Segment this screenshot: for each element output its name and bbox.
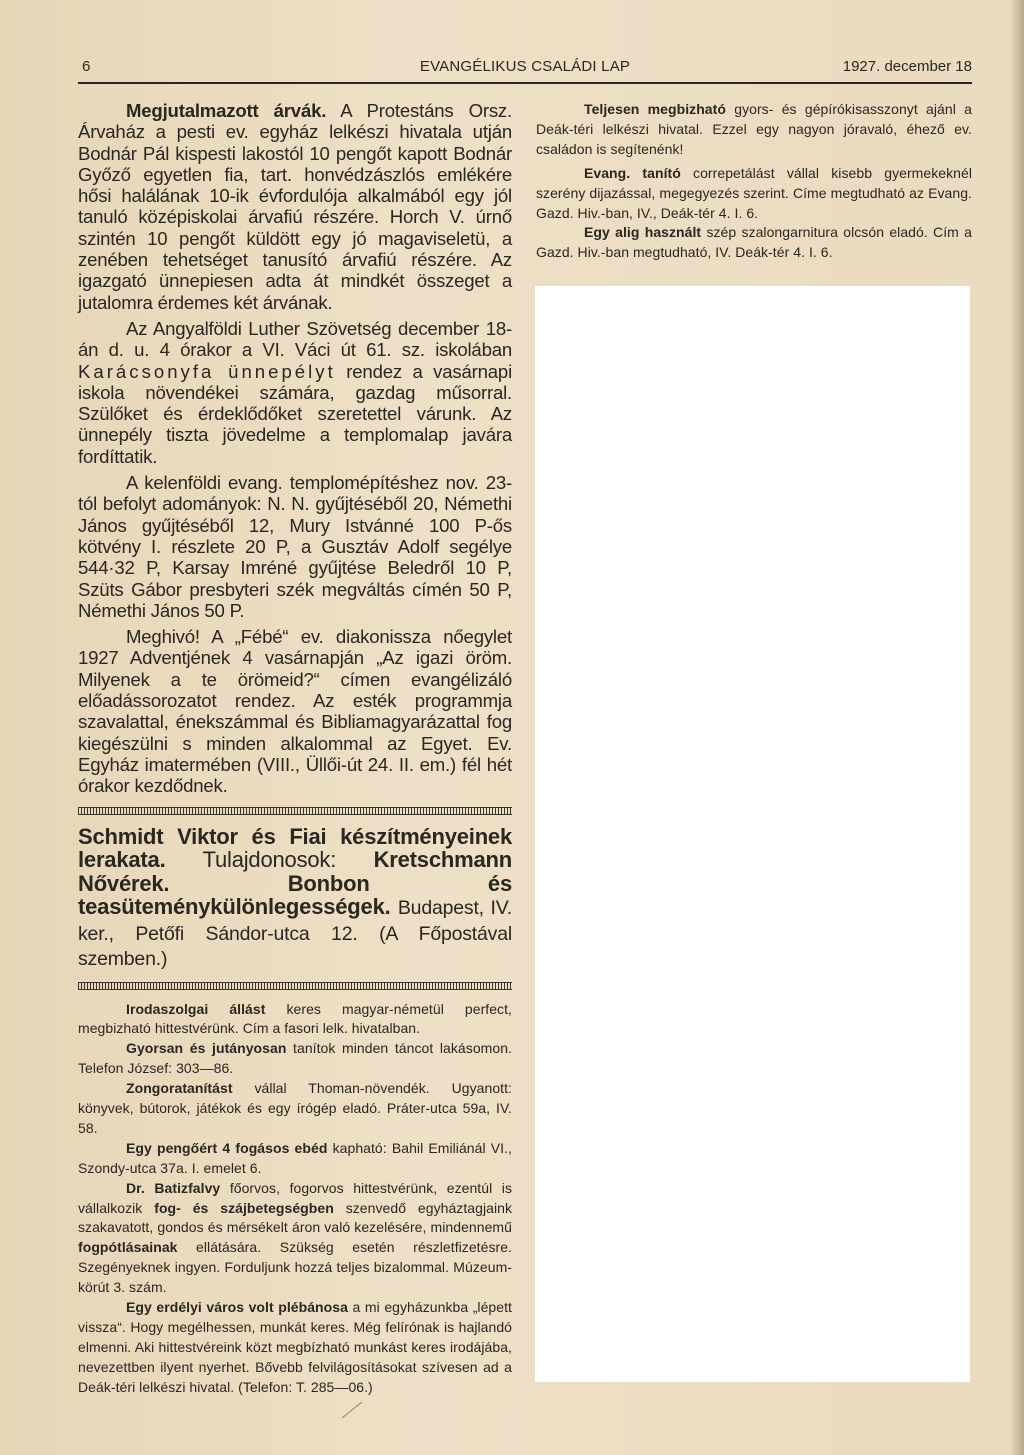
classified-lead: Evang. tanító: [584, 164, 681, 181]
ad-address: Budapest, IV. ker., Petőfi Sándor-utca 12. (A Főpostával szemben.): [78, 897, 512, 970]
issue-date: 1927. december 18: [842, 58, 972, 75]
article-text: nov. 23-tól befolyt adományok: N. N. gyűjtéséből 20, Némethi János gyűjtéséből 12, Mury Istvánné 100 P-ős kötvény I. részlete 20 P, a Gusztáv Adolf segélye 544·32 P, Karsay Imréné gyűjtése Beledről 10 P, Szüts Gábor presbyteri szék megváltás címén 50 P, Némethi János 50 P.: [78, 472, 512, 621]
classified-item: [78, 1000, 512, 1040]
article-text: rendez a vasárnapi iskola növendékei számára, gazdag műsorral. Szülőket és érdeklődőket szeretettel várunk. Az ünnepély tiszta jövedelme a templomalap javára fordíttatik.: [78, 360, 512, 467]
left-column: [78, 100, 512, 1398]
classified-text: szép szalongarnitura olcsón eladó. Cím a Gazd. Hiv.-ban megtudható, IV. Deák-tér 4. I. 6.: [536, 224, 972, 261]
publication-title: EVANGÉLIKUS CSALÁDI LAP: [419, 58, 631, 75]
page-header: [78, 58, 972, 84]
classified-text: vállal Thoman-növendék. Ugyanott: könyvek, bútorok, játékok és egy írógép eladó. Práter-utca 59a, IV. 58.: [78, 1080, 512, 1136]
article-church-building: [78, 472, 512, 621]
article-rewarded-orphans: [78, 100, 512, 313]
classified-text: keres magyar-németül perfect, megbizható hittestvérünk. Cím a fasori lelk. hivatalban.: [78, 1000, 512, 1037]
classified-item: [536, 100, 972, 160]
classified-lead: Egy erdélyi város volt plébánosa: [126, 1299, 348, 1316]
classified-lead: Dr. Batizfalvy: [126, 1179, 221, 1196]
advertisement-schmidt: [78, 825, 512, 972]
classified-text: tanítok minden táncot lakásomon. Telefon József: 303—86.: [78, 1040, 512, 1077]
article-lead: Meghivó!: [126, 626, 200, 648]
divider-band: [78, 982, 512, 990]
classified-item: [78, 1179, 512, 1298]
classified-text: kapható: Bahil Emiliánál VI., Szondy-utca 37a. I. emelet 6.: [78, 1139, 512, 1176]
classified-item: [536, 223, 972, 263]
article-lead: A kelenföldi evang. templomépítéshez: [126, 472, 439, 494]
blank-area: [535, 286, 970, 1382]
classified-lead: Irodaszolgai állást: [126, 1000, 266, 1017]
ad-bold-text: Schmidt Viktor és Fiai készítményeinek lerakata.: [78, 823, 512, 872]
article-lead: Megjutalmazott árvák.: [126, 100, 327, 121]
article-luther-association: [78, 318, 512, 467]
article-text: A „Fébé“ ev. diakonissza nőegylet 1927 Adventjének 4 vasárnapján „Az igazi öröm. Milyenek a te örömeid?“ címen evangélizáló előadássorozatot rendez. Az esték programmja szavalattal, énekszámmal és Bibliamagyarázattal fog kiegészülni s minden alkalommal az Egyet. Ev. Egyház imatermében (VIII., Üllői-út 24. II. em.) fél hét órakor kezdődnek.: [78, 626, 512, 797]
classified-item: [78, 1039, 512, 1079]
classifieds-list: [78, 1000, 512, 1398]
classified-item: [78, 1079, 512, 1139]
classified-text: correpetálást vállal kisebb gyermekeknél szerény dijazással, megegyezés szerint. Címe megtudható az Evang. Gazd. Hiv.-ban, IV., Deák-tér 4. I. 6.: [536, 164, 972, 221]
article-invitation: [78, 626, 512, 796]
page-number: 6: [82, 58, 91, 75]
article-text: december 18-án d. u. 4 órakor a VI. Váci út 61. sz. iskolában: [78, 317, 513, 361]
classified-text: főorvos, fogorvos hittestvérünk, ezentúl is vállalkozik: [78, 1179, 512, 1216]
classified-lead: Zongoratanítást: [126, 1080, 233, 1097]
classified-item: [78, 1298, 512, 1398]
article-text: A Protestáns Orsz. Árvaház a pesti ev. egyház lelkészi hivatala utján Bodnár Pál kispesti lakostól 10 pengőt kapott Bodnár Győző egyetlen fia, tart. honvédzászlós emlékére hősi halálának 10-ik évfordulója alkalmából egy jól tanuló középiskolai árvafiú részére. Horch V. úrnő szintén 10 pengőt küldött egy jó magaviseletü, a zenében tehetséget tanusító árvafiú részére. Az igazgató ünnepiesen adta át mindkét összeget a jutalomra érdemes két árvának.: [78, 100, 512, 313]
pencil-mark: [340, 1398, 364, 1422]
page-edge-shadow: [1010, 0, 1024, 1455]
classified-text: a mi egyházunkba „lépett vissza“. Hogy megélhessen, munkát keres. Még felírónak is hajlandó elmenni. Aki hittestvéreink közt megbízható munkást keres irodájába, nevezettben ilyent nyerhet. Bővebb felvilágosításokat szívesen ad a Deák-téri lelkészi hivatal. (Telefon: T. 285—06.): [78, 1299, 512, 1395]
right-column: [536, 100, 972, 263]
ad-bold-text: Kretschmann Nővérek. Bonbon és teasüteménykülönlegességek.: [78, 847, 512, 919]
header-rule: [78, 82, 972, 84]
classified-lead: Teljesen megbizható: [584, 101, 726, 117]
classified-text: ellátására. Szükség esetén részletfizetésre. Szegényeknek ingyen. Forduljunk hozzá teljes bizalommal. Múzeum-körút 3. szám.: [78, 1239, 512, 1296]
classified-bold-text: fogpótlásainak: [78, 1239, 178, 1256]
article-lead: Az Angyalföldi Luther Szövetség: [126, 317, 392, 339]
classified-text: gyors- és gépírókisasszonyt ajánl a Deák-téri lelkészi hivatal. Ezzel egy nagyon jóravaló, éhező ev. családon is segítenénk!: [536, 101, 972, 157]
divider-band: [78, 807, 512, 815]
classified-bold-text: fog- és szájbetegségben: [154, 1199, 334, 1216]
article-spaced-text: Karácsonyfa ünnepélyt: [78, 360, 336, 382]
classified-text: szenvedő egyháztagjaink szakavatott, gondos és mérsékelt áron való kezelésére, mindennemű: [78, 1199, 512, 1236]
classified-lead: Egy pengőért 4 fogásos ebéd: [126, 1139, 328, 1156]
classified-item: [536, 164, 972, 224]
classified-item: [78, 1139, 512, 1179]
classified-lead: Egy alig használt: [584, 224, 702, 241]
classified-lead: Gyorsan és jutányosan: [126, 1040, 287, 1057]
ad-owners-label: Tulajdonosok:: [202, 847, 337, 872]
